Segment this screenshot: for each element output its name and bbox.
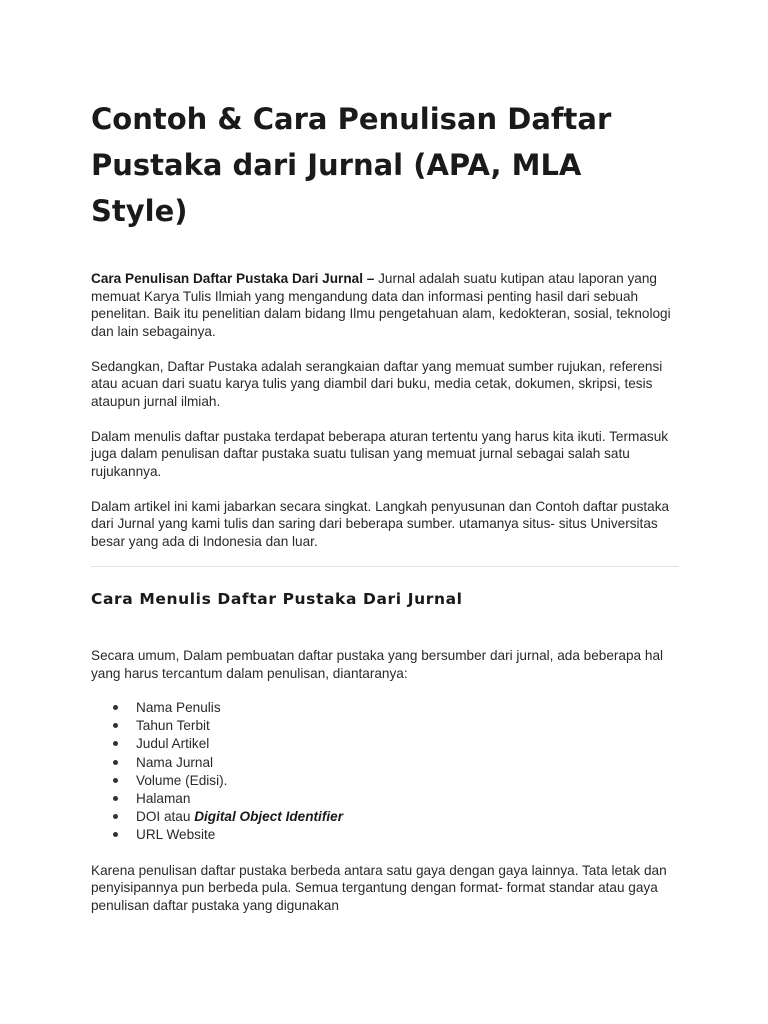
article-title: Contoh & Cara Penulisan Daftar Pustaka dari Jurnal (APA, MLA Style) bbox=[91, 102, 612, 228]
list-item bbox=[113, 826, 681, 844]
intro-lead: Cara Penulisan Daftar Pustaka Dari Jurnal – bbox=[91, 271, 375, 286]
list-item-text: URL Website bbox=[136, 827, 216, 843]
paragraph-secara-umum: Secara umum, Dalam pembuatan daftar pustaka yang bersumber dari jurnal, ada beberapa hal yang harus tercantum dalam penulisan, diantaranya: bbox=[91, 648, 664, 681]
section-divider bbox=[91, 566, 679, 567]
intro-text: Jurnal adalah suatu kutipan atau laporan yang memuat Karya Tulis Ilmiah yang mengandung data dan informasi penting hasil dari sebuah penelitan. Baik itu penelitian dalam bidang Ilmu pengetahuan alam, kedokteran, sosial, teknologi dan lain sebagainya. bbox=[91, 271, 671, 339]
list-item-text: Judul Artikel bbox=[136, 736, 210, 752]
section-heading: Cara Menulis Daftar Pustaka Dari Jurnal bbox=[91, 590, 463, 608]
intro-paragraph bbox=[91, 270, 681, 340]
paragraph-artikel: Dalam artikel ini kami jabarkan secara singkat. Langkah penyusunan dan Contoh daftar pustaka dari Jurnal yang kami tulis dan saring dari beberapa sumber. utamanya situs- situs Universitas besar yang ada di Indonesia dan luar. bbox=[91, 498, 670, 549]
bullet-icon bbox=[113, 760, 118, 765]
bullet-icon bbox=[113, 741, 118, 746]
bullet-icon bbox=[113, 832, 118, 837]
paragraph-karena: Karena penulisan daftar pustaka berbeda antara satu gaya dengan gaya lainnya. Tata letak dan penyisipannya pun berbeda pula. Semua tergantung dengan format- format standar atau gaya penulisan daftar pustaka yang digunakan bbox=[91, 862, 667, 913]
list-item bbox=[113, 735, 681, 753]
list-item bbox=[113, 717, 681, 735]
list-item-text: Nama Jurnal bbox=[136, 754, 214, 770]
list-item bbox=[113, 808, 681, 826]
bullet-icon bbox=[113, 778, 118, 783]
paragraph-daftar-pustaka: Sedangkan, Daftar Pustaka adalah serangkaian daftar yang memuat sumber rujukan, referensi atau acuan dari suatu karya tulis yang diambil dari buku, media cetak, dokumen, skripsi, tesis ataupun jurnal ilmiah. bbox=[91, 358, 663, 409]
list-item-text: Halaman bbox=[136, 791, 191, 807]
bullet-icon bbox=[113, 705, 118, 710]
article-body bbox=[91, 96, 681, 914]
list-item-text: Nama Penulis bbox=[136, 700, 221, 715]
bullet-icon bbox=[113, 814, 118, 819]
list-item bbox=[113, 754, 681, 772]
list-item bbox=[113, 772, 681, 790]
paragraph-aturan: Dalam menulis daftar pustaka terdapat beberapa aturan tertentu yang harus kita ikuti. Termasuk juga dalam penulisan daftar pustaka suatu tulisan yang memuat jurnal sebagai salah satu rujukannya. bbox=[91, 428, 669, 479]
list-item-text: Volume (Edisi). bbox=[136, 772, 228, 788]
list-item bbox=[113, 790, 681, 808]
bullet-icon bbox=[113, 723, 118, 728]
bullet-icon bbox=[113, 796, 118, 801]
list-item-emphasis: Digital Object Identifier bbox=[194, 809, 343, 825]
list-item-text: DOI atau bbox=[136, 809, 195, 825]
requirements-list bbox=[91, 699, 681, 845]
list-item bbox=[113, 699, 681, 717]
list-item-text: Tahun Terbit bbox=[136, 718, 210, 734]
